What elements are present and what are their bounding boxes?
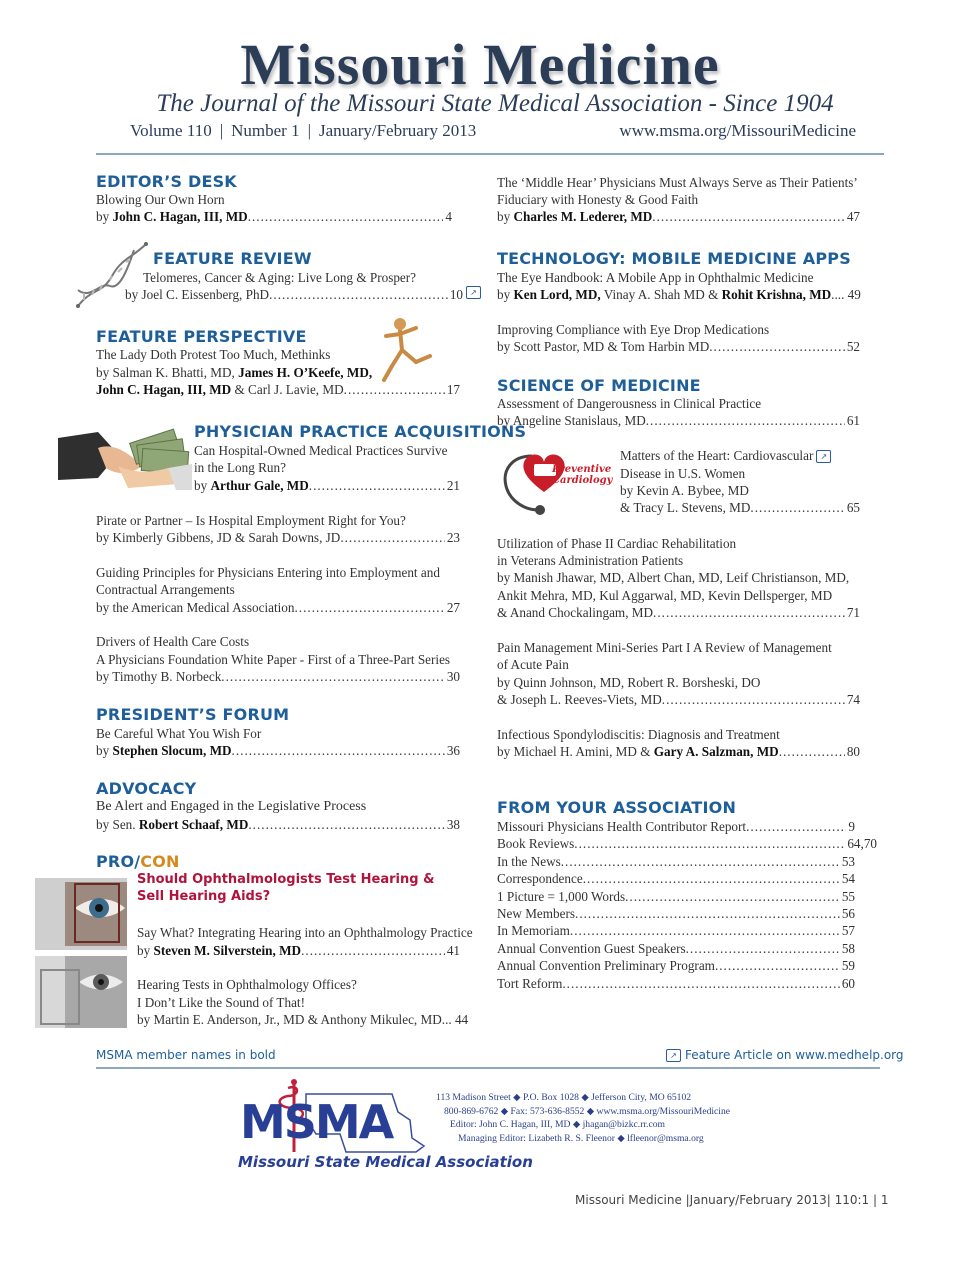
association-item-title: In Memoriam xyxy=(497,923,570,939)
article-title[interactable]: Pirate or Partner – Is Hospital Employment Right for You? xyxy=(96,513,406,528)
toc-line[interactable] xyxy=(497,604,860,622)
logo-text: Cardiology xyxy=(552,475,613,486)
journal-title: Missouri Medicine xyxy=(240,32,720,97)
page-number: 47 xyxy=(846,209,860,224)
leader-dots xyxy=(269,286,448,304)
association-item-title: In the News xyxy=(497,853,561,869)
article-title[interactable]: Guiding Principles for Physicians Entering into Employment and xyxy=(96,565,440,580)
leader-dots xyxy=(309,477,445,495)
footer-divider xyxy=(96,1067,880,1069)
header-divider xyxy=(96,153,884,155)
author-list: Vinay A. Shah MD & xyxy=(600,287,722,302)
member-author: Arthur Gale, MD xyxy=(210,478,309,493)
byline: by Kevin A. Bybee, MD xyxy=(620,483,749,498)
page-number: 9 xyxy=(848,819,855,834)
leader-dots xyxy=(301,942,445,960)
article-title-text: Matters of the Heart: Cardiovascular xyxy=(620,448,814,463)
byline-prefix: by xyxy=(497,287,514,302)
msma-logo-name: Missouri State Medical Association xyxy=(238,1153,533,1171)
section-editors-desk: EDITOR’S DESK xyxy=(96,172,237,191)
external-link-icon: ↗ xyxy=(666,1049,681,1062)
section-technology: TECHNOLOGY: MOBILE MEDICINE APPS xyxy=(497,249,851,268)
article-title[interactable]: Say What? Integrating Hearing into an Ophthalmology Practice xyxy=(137,925,473,940)
article-title[interactable]: Telomeres, Cancer & Aging: Live Long & Prosper? xyxy=(143,270,417,285)
toc-line[interactable] xyxy=(96,742,460,760)
page-number: 60 xyxy=(841,975,855,991)
byline: by Scott Pastor, MD & Tom Harbin MD xyxy=(497,339,710,354)
association-item-title: Book Reviews xyxy=(497,836,575,852)
member-author: Stephen Slocum, MD xyxy=(112,743,232,758)
leader-dots xyxy=(625,888,840,906)
toc-line[interactable] xyxy=(497,412,860,430)
page-number: 58 xyxy=(841,940,855,956)
leader-dots xyxy=(750,499,844,517)
managing-editor-line[interactable]: Managing Editor: Lizabeth R. S. Fleenor ◆ lfleenor@msma.org xyxy=(458,1133,704,1144)
leader-dots xyxy=(709,338,845,356)
page-number: 17 xyxy=(446,382,460,397)
article-title[interactable]: Hearing Tests in Ophthalmology Offices? xyxy=(137,977,357,992)
byline: & Tracy L. Stevens, MD xyxy=(620,500,751,515)
leader-dots xyxy=(344,381,445,399)
toc-line[interactable] xyxy=(497,208,860,226)
leader-dots xyxy=(779,743,845,761)
eye-photo-icon xyxy=(35,956,127,1028)
association-item[interactable] xyxy=(497,835,877,853)
article-title-cont[interactable]: Disease in U.S. Women xyxy=(620,466,746,481)
toc-line[interactable] xyxy=(137,942,460,960)
byline: by Manish Jhawar, MD, Albert Chan, MD, Leif Christianson, MD, xyxy=(497,570,850,585)
section-science: SCIENCE OF MEDICINE xyxy=(497,376,701,395)
article-title[interactable]: Utilization of Phase II Cardiac Rehabilitation xyxy=(497,536,737,551)
toc-line[interactable] xyxy=(96,599,460,617)
editor-line[interactable]: Editor: John C. Hagan, III, MD ◆ jhagan@bizkc.rr.com xyxy=(450,1119,665,1130)
toc-line[interactable] xyxy=(497,286,861,304)
article-title[interactable]: Infectious Spondylodiscitis: Diagnosis and Treatment xyxy=(497,727,780,742)
toc-line[interactable] xyxy=(497,691,860,709)
association-item[interactable] xyxy=(497,818,855,836)
page-number: 41 xyxy=(446,943,460,958)
byline-prefix: by xyxy=(497,209,514,224)
association-item-title: New Members xyxy=(497,906,576,921)
toc-line[interactable] xyxy=(620,499,860,517)
byline: by the American Medical Association xyxy=(96,600,295,615)
feature-note-text[interactable]: Feature Article on www.medhelp.org xyxy=(685,1048,904,1062)
byline: by Quinn Johnson, MD, Robert R. Borsheski, DO xyxy=(497,675,761,690)
volume: Volume 110 xyxy=(130,121,212,140)
external-link-icon[interactable]: ↗ xyxy=(466,286,481,299)
logo-text: Preventive xyxy=(552,464,612,475)
leader-dots xyxy=(686,940,840,958)
leader-dots xyxy=(340,529,444,547)
external-link-icon[interactable]: ↗ xyxy=(816,450,831,463)
toc-line[interactable] xyxy=(125,286,481,304)
feature-note xyxy=(666,1048,904,1062)
leader-dots xyxy=(248,816,444,834)
page-number: 74 xyxy=(846,692,860,707)
toc-line[interactable] xyxy=(96,208,452,226)
section-advocacy: ADVOCACY xyxy=(96,779,197,798)
article-subtitle[interactable]: I Don’t Like the Sound of That! xyxy=(137,995,305,1010)
leader-dots xyxy=(583,870,840,888)
toc-line[interactable] xyxy=(96,816,460,834)
member-author: John C. Hagan, III, MD xyxy=(112,209,248,224)
leader-dots xyxy=(562,975,839,993)
member-note: MSMA member names in bold xyxy=(96,1048,276,1062)
msma-logo-letters: MSMA xyxy=(240,1095,393,1149)
page-footer: Missouri Medicine |January/February 2013| 110:1 | 1 xyxy=(575,1193,889,1207)
byline-prefix: by xyxy=(137,943,154,958)
page-number: 55 xyxy=(841,888,855,904)
byline-prefix: by xyxy=(194,478,211,493)
leader-dots xyxy=(662,691,845,709)
association-item[interactable] xyxy=(497,957,855,975)
page-number: 53 xyxy=(841,853,855,869)
article-title-cont[interactable]: in the Long Run? xyxy=(194,460,286,475)
page-number: 52 xyxy=(846,339,860,354)
page-number: 21 xyxy=(446,478,460,493)
byline-prefix: by xyxy=(96,209,113,224)
page-number: 30 xyxy=(446,669,460,684)
con-label: CON xyxy=(140,852,180,871)
toc-line[interactable] xyxy=(96,381,460,399)
member-author: John C. Hagan, III, MD xyxy=(96,382,232,397)
member-author: Rohit Krishna, MD xyxy=(721,287,832,302)
page-number: 61 xyxy=(846,413,860,428)
byline-prefix: by Michael H. Amini, MD & xyxy=(497,744,654,759)
member-author: Steven M. Silverstein, MD xyxy=(153,943,302,958)
page-number: 27 xyxy=(446,600,460,615)
page-number: 56 xyxy=(841,906,855,921)
association-item[interactable] xyxy=(497,870,855,888)
article-title-cont[interactable]: in Veterans Administration Patients xyxy=(497,553,684,568)
pro-label: PRO/ xyxy=(96,852,141,871)
member-author: Gary A. Salzman, MD xyxy=(653,744,779,759)
wooden-mannequin-icon xyxy=(370,316,440,386)
preventive-cardiology-logo xyxy=(552,464,612,486)
page-number: 71 xyxy=(846,605,860,620)
address-line: 113 Madison Street ◆ P.O. Box 1028 ◆ Jefferson City, MO 65102 xyxy=(436,1092,692,1103)
association-item[interactable] xyxy=(497,940,855,958)
member-author: Robert Schaaf, MD xyxy=(138,817,249,832)
article-subtitle[interactable]: A Physicians Foundation White Paper - First of a Three-Part Series xyxy=(96,652,451,667)
leader-dots xyxy=(653,604,845,622)
byline: & Anand Chockalingam, MD xyxy=(497,605,654,620)
page-number: 57 xyxy=(841,923,855,939)
byline-prefix: by Sen. xyxy=(96,817,139,832)
byline: by Martin E. Anderson, Jr., MD & Anthony Mikulec, MD... 44 xyxy=(137,1012,469,1027)
toc-line[interactable] xyxy=(497,743,860,761)
page-number: 65 xyxy=(846,500,860,515)
byline: by Kimberly Gibbens, JD & Sarah Downs, JD xyxy=(96,530,341,545)
association-item-title: Correspondence xyxy=(497,871,583,887)
leader-dots xyxy=(746,818,846,836)
section-feature-perspective: FEATURE PERSPECTIVE xyxy=(96,327,307,346)
byline: by Angeline Stanislaus, MD xyxy=(497,413,646,428)
article-title[interactable]: The Eye Handbook: A Mobile App in Ophthalmic Medicine xyxy=(497,270,814,285)
pro-con-headline: Should Ophthalmologists Test Hearing & xyxy=(137,872,435,887)
article-title-cont[interactable]: Contractual Arrangements xyxy=(96,582,235,597)
page-number: 36 xyxy=(446,743,460,758)
page-number: 23 xyxy=(446,530,460,545)
leader-dots xyxy=(221,668,445,686)
page-number: 80 xyxy=(846,744,860,759)
byline: by Joel C. Eissenberg, PhD xyxy=(125,287,270,302)
page-number: .... 49 xyxy=(831,287,861,302)
byline: & Joseph L. Reeves-Viets, MD xyxy=(497,692,662,707)
article-title-cont[interactable]: Fiduciary with Honesty & Good Faith xyxy=(497,192,699,207)
association-item[interactable] xyxy=(497,975,855,993)
issue-number: Number 1 xyxy=(231,121,300,140)
leader-dots xyxy=(646,412,845,430)
toc-line[interactable] xyxy=(497,338,860,356)
member-author: Ken Lord, MD, xyxy=(513,287,601,302)
author-list: & Carl J. Lavie, MD xyxy=(231,382,344,397)
article-title[interactable]: Drivers of Health Care Costs xyxy=(96,634,250,649)
journal-url[interactable]: www.msma.org/MissouriMedicine xyxy=(619,121,856,140)
association-item-title: Tort Reform xyxy=(497,975,563,991)
leader-dots xyxy=(574,835,845,853)
page-number: 64,70 xyxy=(847,836,877,852)
byline: by Timothy B. Norbeck xyxy=(96,669,222,684)
journal-subtitle: The Journal of the Missouri State Medical Association - Since 1904 xyxy=(156,90,834,117)
article-title[interactable] xyxy=(620,447,831,465)
leader-dots xyxy=(295,599,445,617)
leader-dots xyxy=(715,957,840,975)
leader-dots xyxy=(652,208,845,226)
leader-dots xyxy=(561,853,840,871)
section-feature-review: FEATURE REVIEW xyxy=(153,249,312,268)
article-title-cont[interactable]: of Acute Pain xyxy=(497,657,569,672)
page-number: 54 xyxy=(841,871,855,887)
article-title[interactable]: Pain Management Mini-Series Part I A Review of Management xyxy=(497,640,832,655)
byline-prefix: by xyxy=(96,743,113,758)
article-title[interactable]: Blowing Our Own Horn xyxy=(96,192,225,207)
association-item[interactable] xyxy=(497,853,855,871)
association-item-title: Annual Convention Preliminary Program xyxy=(497,958,715,974)
page-number: 4 xyxy=(445,209,452,224)
association-item-title: 1 Picture = 1,000 Words xyxy=(497,888,626,904)
leader-dots xyxy=(570,922,840,940)
byline-cont: Ankit Mehra, MD, Kul Aggarwal, MD, Kevin Dellsperger, MD xyxy=(497,588,833,603)
association-item-title: Missouri Physicians Health Contributor Report xyxy=(497,819,747,834)
article-title[interactable]: The ‘Middle Hear’ Physicians Must Always Serve as Their Patients’ xyxy=(497,175,858,190)
issue-date: January/February 2013 xyxy=(318,121,477,140)
article-title[interactable]: Improving Compliance with Eye Drop Medications xyxy=(497,322,770,337)
leader-dots xyxy=(232,742,445,760)
toc-line[interactable] xyxy=(96,668,460,686)
member-author: James H. O’Keefe, MD, xyxy=(238,365,373,380)
member-author: Charles M. Lederer, MD xyxy=(513,209,653,224)
page-number: 59 xyxy=(841,958,855,974)
leader-dots xyxy=(575,905,840,923)
association-item[interactable] xyxy=(497,922,855,940)
leader-dots xyxy=(248,208,444,226)
pro-con-headline-cont: Sell Hearing Aids? xyxy=(137,889,271,904)
section-pro-con xyxy=(96,852,180,871)
association-item[interactable] xyxy=(497,905,855,923)
byline xyxy=(96,364,372,382)
association-item[interactable] xyxy=(497,888,855,906)
article-title[interactable]: Can Hospital-Owned Medical Practices Survive xyxy=(194,443,448,458)
toc-line[interactable] xyxy=(96,529,460,547)
author-list: by Salman K. Bhatti, MD, xyxy=(96,365,239,380)
page-number: 38 xyxy=(446,817,460,832)
contact-line[interactable]: 800-869-6762 ◆ Fax: 573-636-8552 ◆ www.msma.org/MissouriMedicine xyxy=(444,1106,731,1117)
volume-line: Volume 110 | Number 1 | January/February 2013 xyxy=(130,121,477,140)
eye-photo-icon xyxy=(35,878,127,950)
article-title[interactable]: The Lady Doth Protest Too Much, Methinks xyxy=(96,347,331,362)
association-item-title: Annual Convention Guest Speakers xyxy=(497,940,686,956)
handshake-money-icon xyxy=(58,428,192,494)
toc-line[interactable] xyxy=(194,477,460,495)
article-title[interactable]: Assessment of Dangerousness in Clinical Practice xyxy=(497,396,762,411)
article-title[interactable]: Be Careful What You Wish For xyxy=(96,726,262,741)
page-number: 10 xyxy=(449,287,463,302)
section-physician-practice: PHYSICIAN PRACTICE ACQUISITIONS xyxy=(194,422,527,441)
section-from-your-association: FROM YOUR ASSOCIATION xyxy=(497,798,737,817)
article-title[interactable]: Be Alert and Engaged in the Legislative Process xyxy=(96,799,367,814)
section-presidents-forum: PRESIDENT’S FORUM xyxy=(96,705,290,724)
